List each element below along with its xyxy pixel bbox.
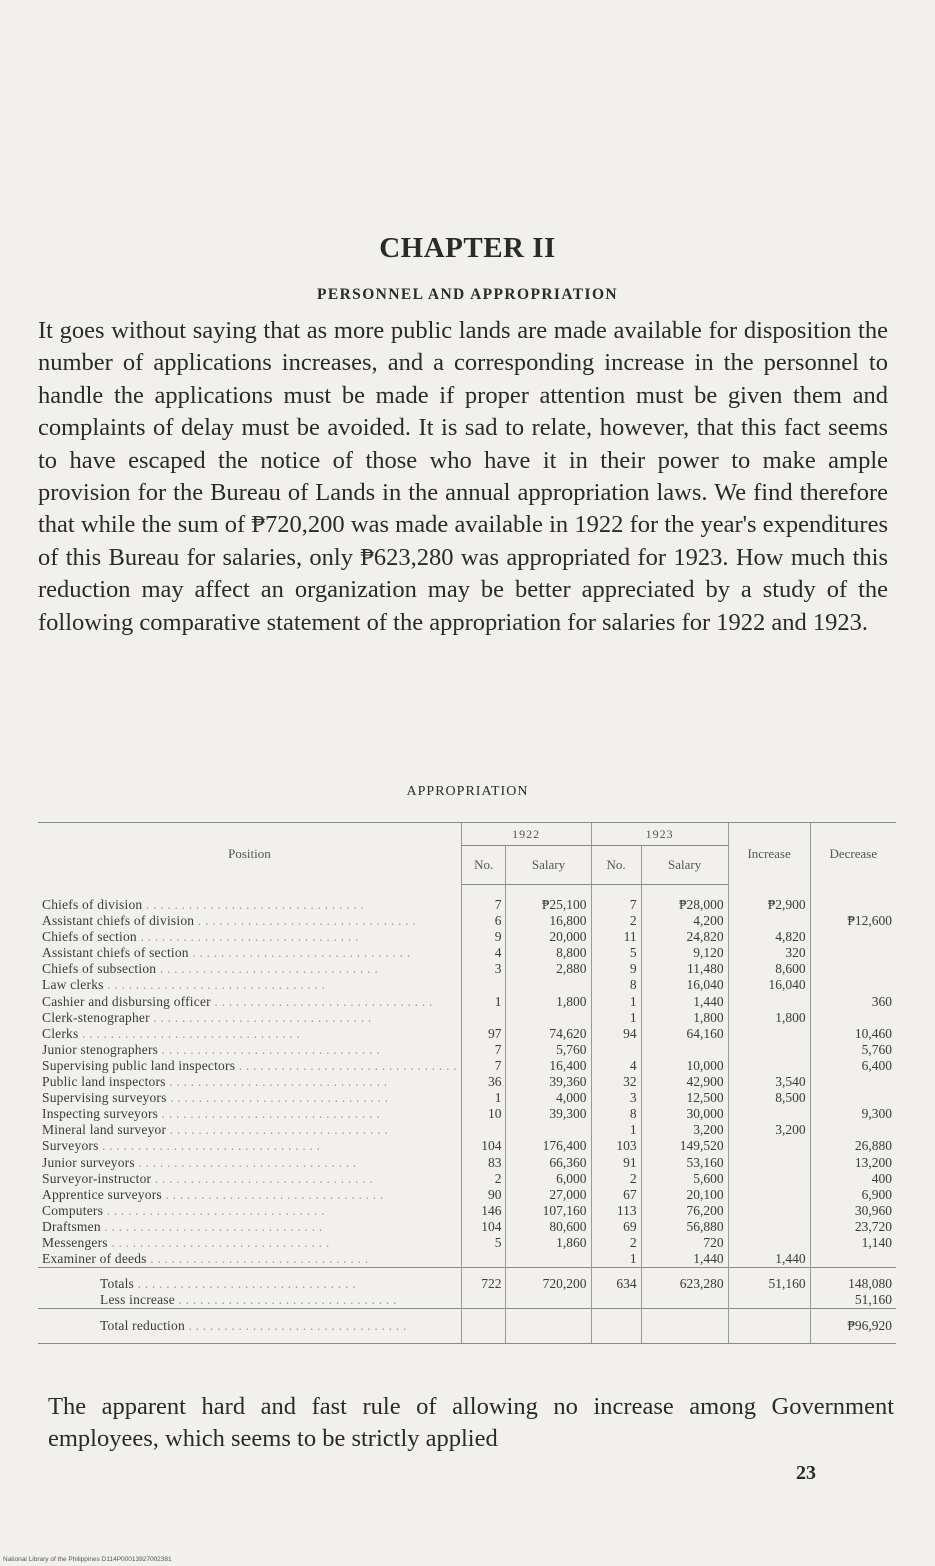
cell-no-1923: 32 xyxy=(591,1074,641,1090)
cell-no-1923: 1 xyxy=(591,1010,641,1026)
cell-salary-1923: 30,000 xyxy=(641,1106,728,1122)
cell-salary-1922: 39,300 xyxy=(506,1106,591,1122)
table-row xyxy=(38,945,896,961)
chapter-title: CHAPTER II xyxy=(379,232,556,264)
totals-no-1923: 634 xyxy=(591,1268,641,1293)
header-no-1922: No. xyxy=(461,846,506,885)
archive-footer: National Library of the Philippines D114P00013927002381 xyxy=(3,1556,172,1563)
table-row xyxy=(38,961,896,977)
cell-increase xyxy=(728,1171,810,1187)
cell-increase xyxy=(728,1138,810,1154)
cell-increase: ₱2,900 xyxy=(728,885,810,914)
cell-salary-1923: 5,600 xyxy=(641,1171,728,1187)
table-body xyxy=(38,885,896,1268)
cell-decrease: 1,140 xyxy=(810,1235,896,1251)
cell-no-1922: 5 xyxy=(461,1235,506,1251)
table-row xyxy=(38,1187,896,1203)
cell-no-1923: 67 xyxy=(591,1187,641,1203)
less-increase-row xyxy=(38,1292,896,1309)
cell-salary-1923: 42,900 xyxy=(641,1074,728,1090)
table-row xyxy=(38,994,896,1010)
cell-decrease xyxy=(810,945,896,961)
cell-no-1923: 1 xyxy=(591,994,641,1010)
cell-salary-1923: 20,100 xyxy=(641,1187,728,1203)
cell-salary-1923: 11,480 xyxy=(641,961,728,977)
cell-decrease: 6,900 xyxy=(810,1187,896,1203)
cell-no-1923 xyxy=(591,1042,641,1058)
cell-no-1922: 1 xyxy=(461,1090,506,1106)
cell-no-1922: 7 xyxy=(461,1042,506,1058)
totals-salary-1922: 720,200 xyxy=(506,1268,591,1293)
cell-increase xyxy=(728,1235,810,1251)
cell-salary-1923: 1,800 xyxy=(641,1010,728,1026)
position-cell: Messengers . . . xyxy=(38,1235,461,1251)
cell-salary-1922 xyxy=(506,1122,591,1138)
less-increase-label: Less increase . . . xyxy=(38,1292,461,1309)
cell-salary-1922: 107,160 xyxy=(506,1203,591,1219)
less-increase-value: 51,160 xyxy=(810,1292,896,1309)
position-cell: Draftsmen . . . xyxy=(38,1219,461,1235)
position-cell: Apprentice surveyors . . . xyxy=(38,1187,461,1203)
cell-no-1923: 8 xyxy=(591,977,641,993)
position-cell: Examiner of deeds . . . xyxy=(38,1251,461,1268)
cell-no-1922 xyxy=(461,1010,506,1026)
cell-increase: 3,540 xyxy=(728,1074,810,1090)
cell-increase xyxy=(728,1203,810,1219)
cell-increase: 8,500 xyxy=(728,1090,810,1106)
cell-decrease xyxy=(810,961,896,977)
cell-increase: 16,040 xyxy=(728,977,810,993)
header-year-1922: 1922 xyxy=(461,823,591,846)
cell-no-1923: 94 xyxy=(591,1026,641,1042)
cell-salary-1923: 1,440 xyxy=(641,1251,728,1268)
header-decrease: Decrease xyxy=(810,823,896,885)
position-cell: Surveyors . . . xyxy=(38,1138,461,1154)
position-cell: Inspecting surveyors . . . xyxy=(38,1106,461,1122)
cell-decrease: 5,760 xyxy=(810,1042,896,1058)
cell-no-1922: 3 xyxy=(461,961,506,977)
table-row xyxy=(38,1171,896,1187)
cell-decrease xyxy=(810,977,896,993)
cell-decrease: 360 xyxy=(810,994,896,1010)
position-cell: Law clerks . . . xyxy=(38,977,461,993)
cell-increase: 8,600 xyxy=(728,961,810,977)
cell-salary-1922: 176,400 xyxy=(506,1138,591,1154)
totals-section xyxy=(38,1268,896,1309)
table-row xyxy=(38,1155,896,1171)
cell-salary-1922: 74,620 xyxy=(506,1026,591,1042)
cell-decrease: 9,300 xyxy=(810,1106,896,1122)
cell-no-1922: 4 xyxy=(461,945,506,961)
cell-increase xyxy=(728,1219,810,1235)
cell-increase xyxy=(728,1106,810,1122)
cell-salary-1923: 56,880 xyxy=(641,1219,728,1235)
position-cell: Chiefs of section . . . xyxy=(38,929,461,945)
position-cell: Junior surveyors . . . xyxy=(38,1155,461,1171)
cell-no-1923: 7 xyxy=(591,885,641,914)
cell-salary-1922 xyxy=(506,977,591,993)
cell-salary-1923: 3,200 xyxy=(641,1122,728,1138)
position-cell: Surveyor-instructor . . . xyxy=(38,1171,461,1187)
table-row xyxy=(38,913,896,929)
position-cell: Chiefs of division . . . xyxy=(38,885,461,914)
cell-no-1923: 4 xyxy=(591,1058,641,1074)
cell-increase: 1,440 xyxy=(728,1251,810,1268)
cell-no-1923: 3 xyxy=(591,1090,641,1106)
cell-no-1922 xyxy=(461,977,506,993)
cell-salary-1922: 8,800 xyxy=(506,945,591,961)
table-row xyxy=(38,1138,896,1154)
cell-decrease: 400 xyxy=(810,1171,896,1187)
cell-salary-1923: 10,000 xyxy=(641,1058,728,1074)
cell-increase: 4,820 xyxy=(728,929,810,945)
table-row xyxy=(38,1010,896,1026)
cell-salary-1922: 16,400 xyxy=(506,1058,591,1074)
cell-salary-1923: 4,200 xyxy=(641,913,728,929)
cell-decrease xyxy=(810,1122,896,1138)
cell-increase: 1,800 xyxy=(728,1010,810,1026)
totals-row xyxy=(38,1268,896,1293)
position-cell: Cashier and disbursing officer . . . xyxy=(38,994,461,1010)
cell-salary-1923: 16,040 xyxy=(641,977,728,993)
cell-salary-1922: 2,880 xyxy=(506,961,591,977)
cell-salary-1923: 24,820 xyxy=(641,929,728,945)
closing-paragraph: The apparent hard and fast rule of allowing no increase among Government employees, which seems to be strictly applied xyxy=(48,1393,894,1453)
position-cell: Supervising surveyors . . . xyxy=(38,1090,461,1106)
table-row xyxy=(38,1090,896,1106)
cell-no-1922: 36 xyxy=(461,1074,506,1090)
header-no-1923: No. xyxy=(591,846,641,885)
position-cell: Assistant chiefs of division . . . xyxy=(38,913,461,929)
cell-salary-1923: 53,160 xyxy=(641,1155,728,1171)
position-cell: Public land inspectors . . . xyxy=(38,1074,461,1090)
cell-no-1922: 9 xyxy=(461,929,506,945)
cell-no-1923: 5 xyxy=(591,945,641,961)
position-cell: Mineral land surveyor . . . xyxy=(38,1122,461,1138)
table-row xyxy=(38,1026,896,1042)
cell-no-1923: 2 xyxy=(591,1171,641,1187)
cell-salary-1922: 66,360 xyxy=(506,1155,591,1171)
header-salary-1922: Salary xyxy=(506,846,591,885)
cell-increase xyxy=(728,913,810,929)
reduction-section xyxy=(38,1309,896,1344)
cell-no-1923: 1 xyxy=(591,1122,641,1138)
cell-no-1922 xyxy=(461,1122,506,1138)
cell-no-1923: 1 xyxy=(591,1251,641,1268)
cell-no-1923: 11 xyxy=(591,929,641,945)
cell-increase xyxy=(728,1187,810,1203)
cell-salary-1923: 12,500 xyxy=(641,1090,728,1106)
cell-salary-1922: 80,600 xyxy=(506,1219,591,1235)
position-cell: Assistant chiefs of section . . . xyxy=(38,945,461,961)
cell-salary-1923: ₱28,000 xyxy=(641,885,728,914)
totals-no-1922: 722 xyxy=(461,1268,506,1293)
cell-salary-1923: 1,440 xyxy=(641,994,728,1010)
cell-increase xyxy=(728,1042,810,1058)
cell-no-1922: 7 xyxy=(461,1058,506,1074)
table-row xyxy=(38,1106,896,1122)
cell-salary-1922: 1,860 xyxy=(506,1235,591,1251)
cell-decrease xyxy=(810,1251,896,1268)
position-cell: Clerk-stenographer . . . xyxy=(38,1010,461,1026)
cell-no-1922: 1 xyxy=(461,994,506,1010)
cell-no-1923: 103 xyxy=(591,1138,641,1154)
cell-decrease: 23,720 xyxy=(810,1219,896,1235)
cell-salary-1922 xyxy=(506,1251,591,1268)
totals-salary-1923: 623,280 xyxy=(641,1268,728,1293)
cell-salary-1922: 6,000 xyxy=(506,1171,591,1187)
cell-decrease xyxy=(810,1090,896,1106)
cell-salary-1922 xyxy=(506,1010,591,1026)
table-row xyxy=(38,1122,896,1138)
cell-no-1923: 2 xyxy=(591,1235,641,1251)
cell-no-1922: 97 xyxy=(461,1026,506,1042)
cell-no-1923: 69 xyxy=(591,1219,641,1235)
cell-decrease: ₱12,600 xyxy=(810,913,896,929)
cell-increase xyxy=(728,1058,810,1074)
table-row xyxy=(38,977,896,993)
cell-no-1923: 113 xyxy=(591,1203,641,1219)
cell-no-1922: 83 xyxy=(461,1155,506,1171)
cell-salary-1922: 39,360 xyxy=(506,1074,591,1090)
position-cell: Supervising public land inspectors . . . xyxy=(38,1058,461,1074)
position-cell: Junior stenographers . . . xyxy=(38,1042,461,1058)
cell-no-1922: 2 xyxy=(461,1171,506,1187)
cell-decrease: 6,400 xyxy=(810,1058,896,1074)
cell-decrease xyxy=(810,1074,896,1090)
cell-increase: 3,200 xyxy=(728,1122,810,1138)
total-reduction-row xyxy=(38,1309,896,1344)
cell-increase xyxy=(728,994,810,1010)
table-row xyxy=(38,1074,896,1090)
cell-no-1922: 104 xyxy=(461,1138,506,1154)
position-cell: Chiefs of subsection . . . xyxy=(38,961,461,977)
cell-no-1922: 6 xyxy=(461,913,506,929)
header-year-1923: 1923 xyxy=(591,823,728,846)
header-increase: Increase xyxy=(728,823,810,885)
cell-salary-1922: 1,800 xyxy=(506,994,591,1010)
cell-increase xyxy=(728,1155,810,1171)
cell-salary-1923: 149,520 xyxy=(641,1138,728,1154)
cell-salary-1922: 4,000 xyxy=(506,1090,591,1106)
page-number: 23 xyxy=(796,1462,816,1484)
cell-salary-1923 xyxy=(641,1042,728,1058)
cell-salary-1923: 64,160 xyxy=(641,1026,728,1042)
cell-no-1922 xyxy=(461,1251,506,1268)
header-position: Position xyxy=(38,823,461,885)
total-reduction-value: ₱96,920 xyxy=(810,1309,896,1344)
cell-salary-1922: 20,000 xyxy=(506,929,591,945)
cell-salary-1922: 16,800 xyxy=(506,913,591,929)
cell-no-1923: 9 xyxy=(591,961,641,977)
table-row xyxy=(38,1203,896,1219)
cell-salary-1922: 27,000 xyxy=(506,1187,591,1203)
cell-salary-1922: ₱25,100 xyxy=(506,885,591,914)
totals-increase: 51,160 xyxy=(728,1268,810,1293)
cell-decrease xyxy=(810,929,896,945)
position-cell: Clerks . . . xyxy=(38,1026,461,1042)
cell-salary-1923: 9,120 xyxy=(641,945,728,961)
cell-decrease xyxy=(810,885,896,914)
header-salary-1923: Salary xyxy=(641,846,728,885)
cell-salary-1922: 5,760 xyxy=(506,1042,591,1058)
table-title: APPROPRIATION xyxy=(406,784,529,799)
cell-no-1923: 8 xyxy=(591,1106,641,1122)
cell-decrease: 26,880 xyxy=(810,1138,896,1154)
table-row xyxy=(38,1251,896,1268)
table-row xyxy=(38,1058,896,1074)
section-title: PERSONNEL AND APPROPRIATION xyxy=(316,286,619,303)
cell-no-1922: 90 xyxy=(461,1187,506,1203)
cell-no-1922: 10 xyxy=(461,1106,506,1122)
cell-salary-1923: 720 xyxy=(641,1235,728,1251)
totals-decrease: 148,080 xyxy=(810,1268,896,1293)
cell-decrease: 30,960 xyxy=(810,1203,896,1219)
table-row xyxy=(38,1042,896,1058)
cell-decrease: 13,200 xyxy=(810,1155,896,1171)
cell-decrease: 10,460 xyxy=(810,1026,896,1042)
table-row xyxy=(38,1219,896,1235)
table-row xyxy=(38,885,896,914)
cell-salary-1923: 76,200 xyxy=(641,1203,728,1219)
total-reduction-label: Total reduction . . . xyxy=(38,1309,461,1344)
cell-no-1923: 91 xyxy=(591,1155,641,1171)
appropriation-table xyxy=(38,822,896,1344)
table-row xyxy=(38,1235,896,1251)
table-row xyxy=(38,929,896,945)
cell-increase: 320 xyxy=(728,945,810,961)
cell-increase xyxy=(728,1026,810,1042)
intro-paragraph: It goes without saying that as more public lands are made available for disposition the number of applications increases, and a corresponding increase in the personnel to handle the applications must be made if proper attention must be given them and complaints of delay must be avoided. It is sad to relate, however, that this fact seems to have escaped the notice of those who have it in their power to make ample provision for the Bureau of Lands in the annual appropriation laws. We find therefore that while the sum of ₱720,200 was made available in 1922 for the year's expenditures of this Bureau for salaries, only ₱623,280 was appropriated for 1923. How much this reduction may affect an organization may be better appreciated by a study of the following comparative statement of the appropriation for salaries for 1922 and 1923. xyxy=(38,317,888,636)
cell-no-1922: 104 xyxy=(461,1219,506,1235)
cell-decrease xyxy=(810,1010,896,1026)
cell-no-1922: 7 xyxy=(461,885,506,914)
cell-no-1923: 2 xyxy=(591,913,641,929)
cell-no-1922: 146 xyxy=(461,1203,506,1219)
position-cell: Computers . . . xyxy=(38,1203,461,1219)
totals-label: Totals . . . xyxy=(38,1268,461,1293)
